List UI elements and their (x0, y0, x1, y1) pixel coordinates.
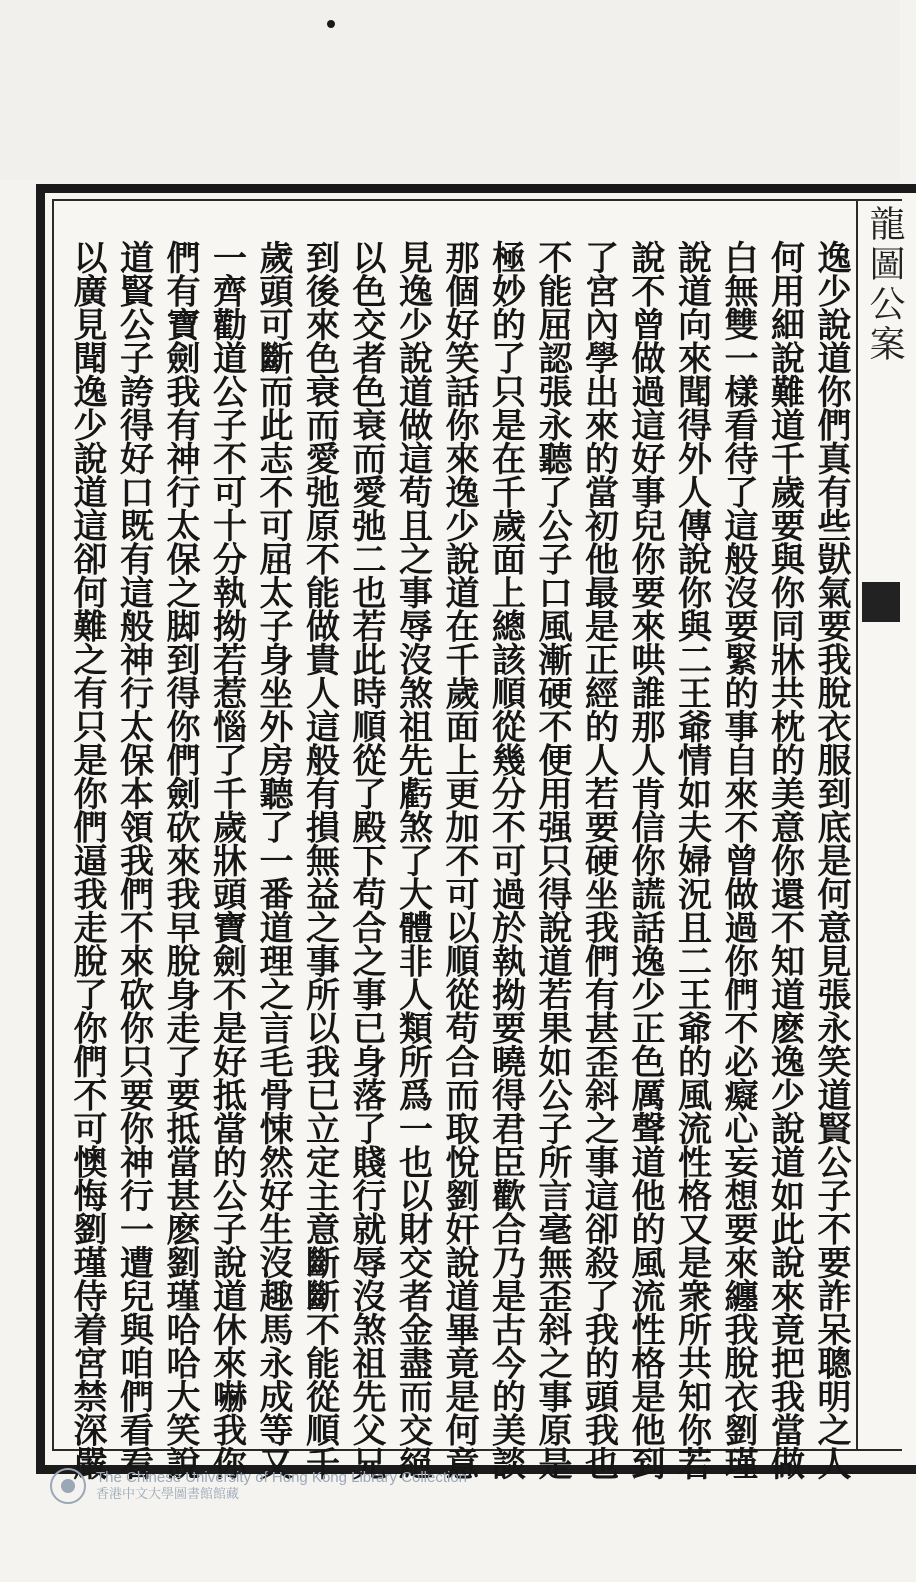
text-column: 以廣見聞逸少說道這卻何難之有只是你們逼我走脫了你們不可懊悔劉瑾侍着宮禁深嚴 (67, 240, 107, 1480)
text-column: 見逸少說道做這苟且之事辱沒煞祖先虧煞了大體非人類所爲一也以財交者金盡而交絕 (392, 240, 433, 1480)
text-column: 到後來色衰而愛弛原不能做貴人這般有損無益之事所以我已立定主意斷斷不能從順千 (299, 240, 340, 1480)
text-column: 何用細說難道千歲要與你同牀共枕的美意你還不知道麽逸少說道如此說來竟把我當做 (764, 240, 805, 1480)
ink-dot (327, 20, 335, 28)
text-column: 那個好笑話你來逸少說道在千歲面上更加不可以順從苟合而取悅劉奸說道畢竟是何意 (439, 240, 479, 1480)
text-column: 們有寶劍我有神行太保之脚到得你們劍砍來我早脫身走了要抵當甚麽劉瑾哈哈大笑說 (160, 240, 200, 1480)
fish-tail-mark (862, 582, 900, 622)
text-column: 說道向來聞得外人傳說你與二王爺情如夫婦況且二王爺的風流性格又是衆所共知你若 (671, 240, 712, 1480)
text-column: 歲頭可斷而此志不可屈太子身坐外房聽了一番道理之言毛骨悚然好生沒趣馬永成等又 (253, 240, 293, 1480)
text-column: 極妙的了只是在千歲面上總該順從幾分不可過於執拗要曉得君臣歡合乃是古今的美談 (485, 240, 526, 1480)
watermark-zh: 香港中文大學圖書館館藏 (96, 1487, 240, 1502)
banxin-strip (856, 199, 905, 1451)
text-column: 說不曾做過這好事兒你要來哄誰那人肯信你謊話逸少正色厲聲道他的風流性格是他到 (625, 240, 665, 1480)
text-column: 一齊勸道公子不可十分執拗若惹惱了千歲牀頭寶劍不是好抵當的公子說道休來嚇我你 (206, 240, 247, 1480)
library-logo-icon (50, 1468, 86, 1504)
text-column: 了宮內學出來的當初他最是正經的人若要硬坐我們有甚歪斜之事這卻殺了我的頭我也 (578, 240, 619, 1480)
text-column: 不能屈認張永聽了公子口風漸硬不便用强只得說道若果如公子所言毫無歪斜之事原是 (532, 240, 572, 1480)
watermark (50, 1466, 570, 1506)
text-column: 逸少說道你們真有些獃氣要我脫衣服到底是何意見張永笑道賢公子不要詐呆聰明之人 (811, 240, 851, 1480)
text-column: 以色交者色衰而愛弛二也若此時順從了殿下苟合之事已身落了賤行就辱沒煞祖先父兄 (346, 240, 386, 1480)
banxin-title: 龍圖公案 (864, 205, 905, 365)
text-column: 白無雙一樣看待了這般沒要緊的事自來不曾做過你們不必癡心妄想要來纏我脫衣劉瑾 (718, 240, 758, 1480)
watermark-en: The Chinese University of Hong Kong Library Collection (96, 1469, 468, 1486)
text-column: 道賢公子誇得好口既有這般神行太保本領我們不來砍你只要你神行一遭兒與咱們看看 (113, 240, 154, 1480)
page-margin-top (0, 0, 900, 180)
